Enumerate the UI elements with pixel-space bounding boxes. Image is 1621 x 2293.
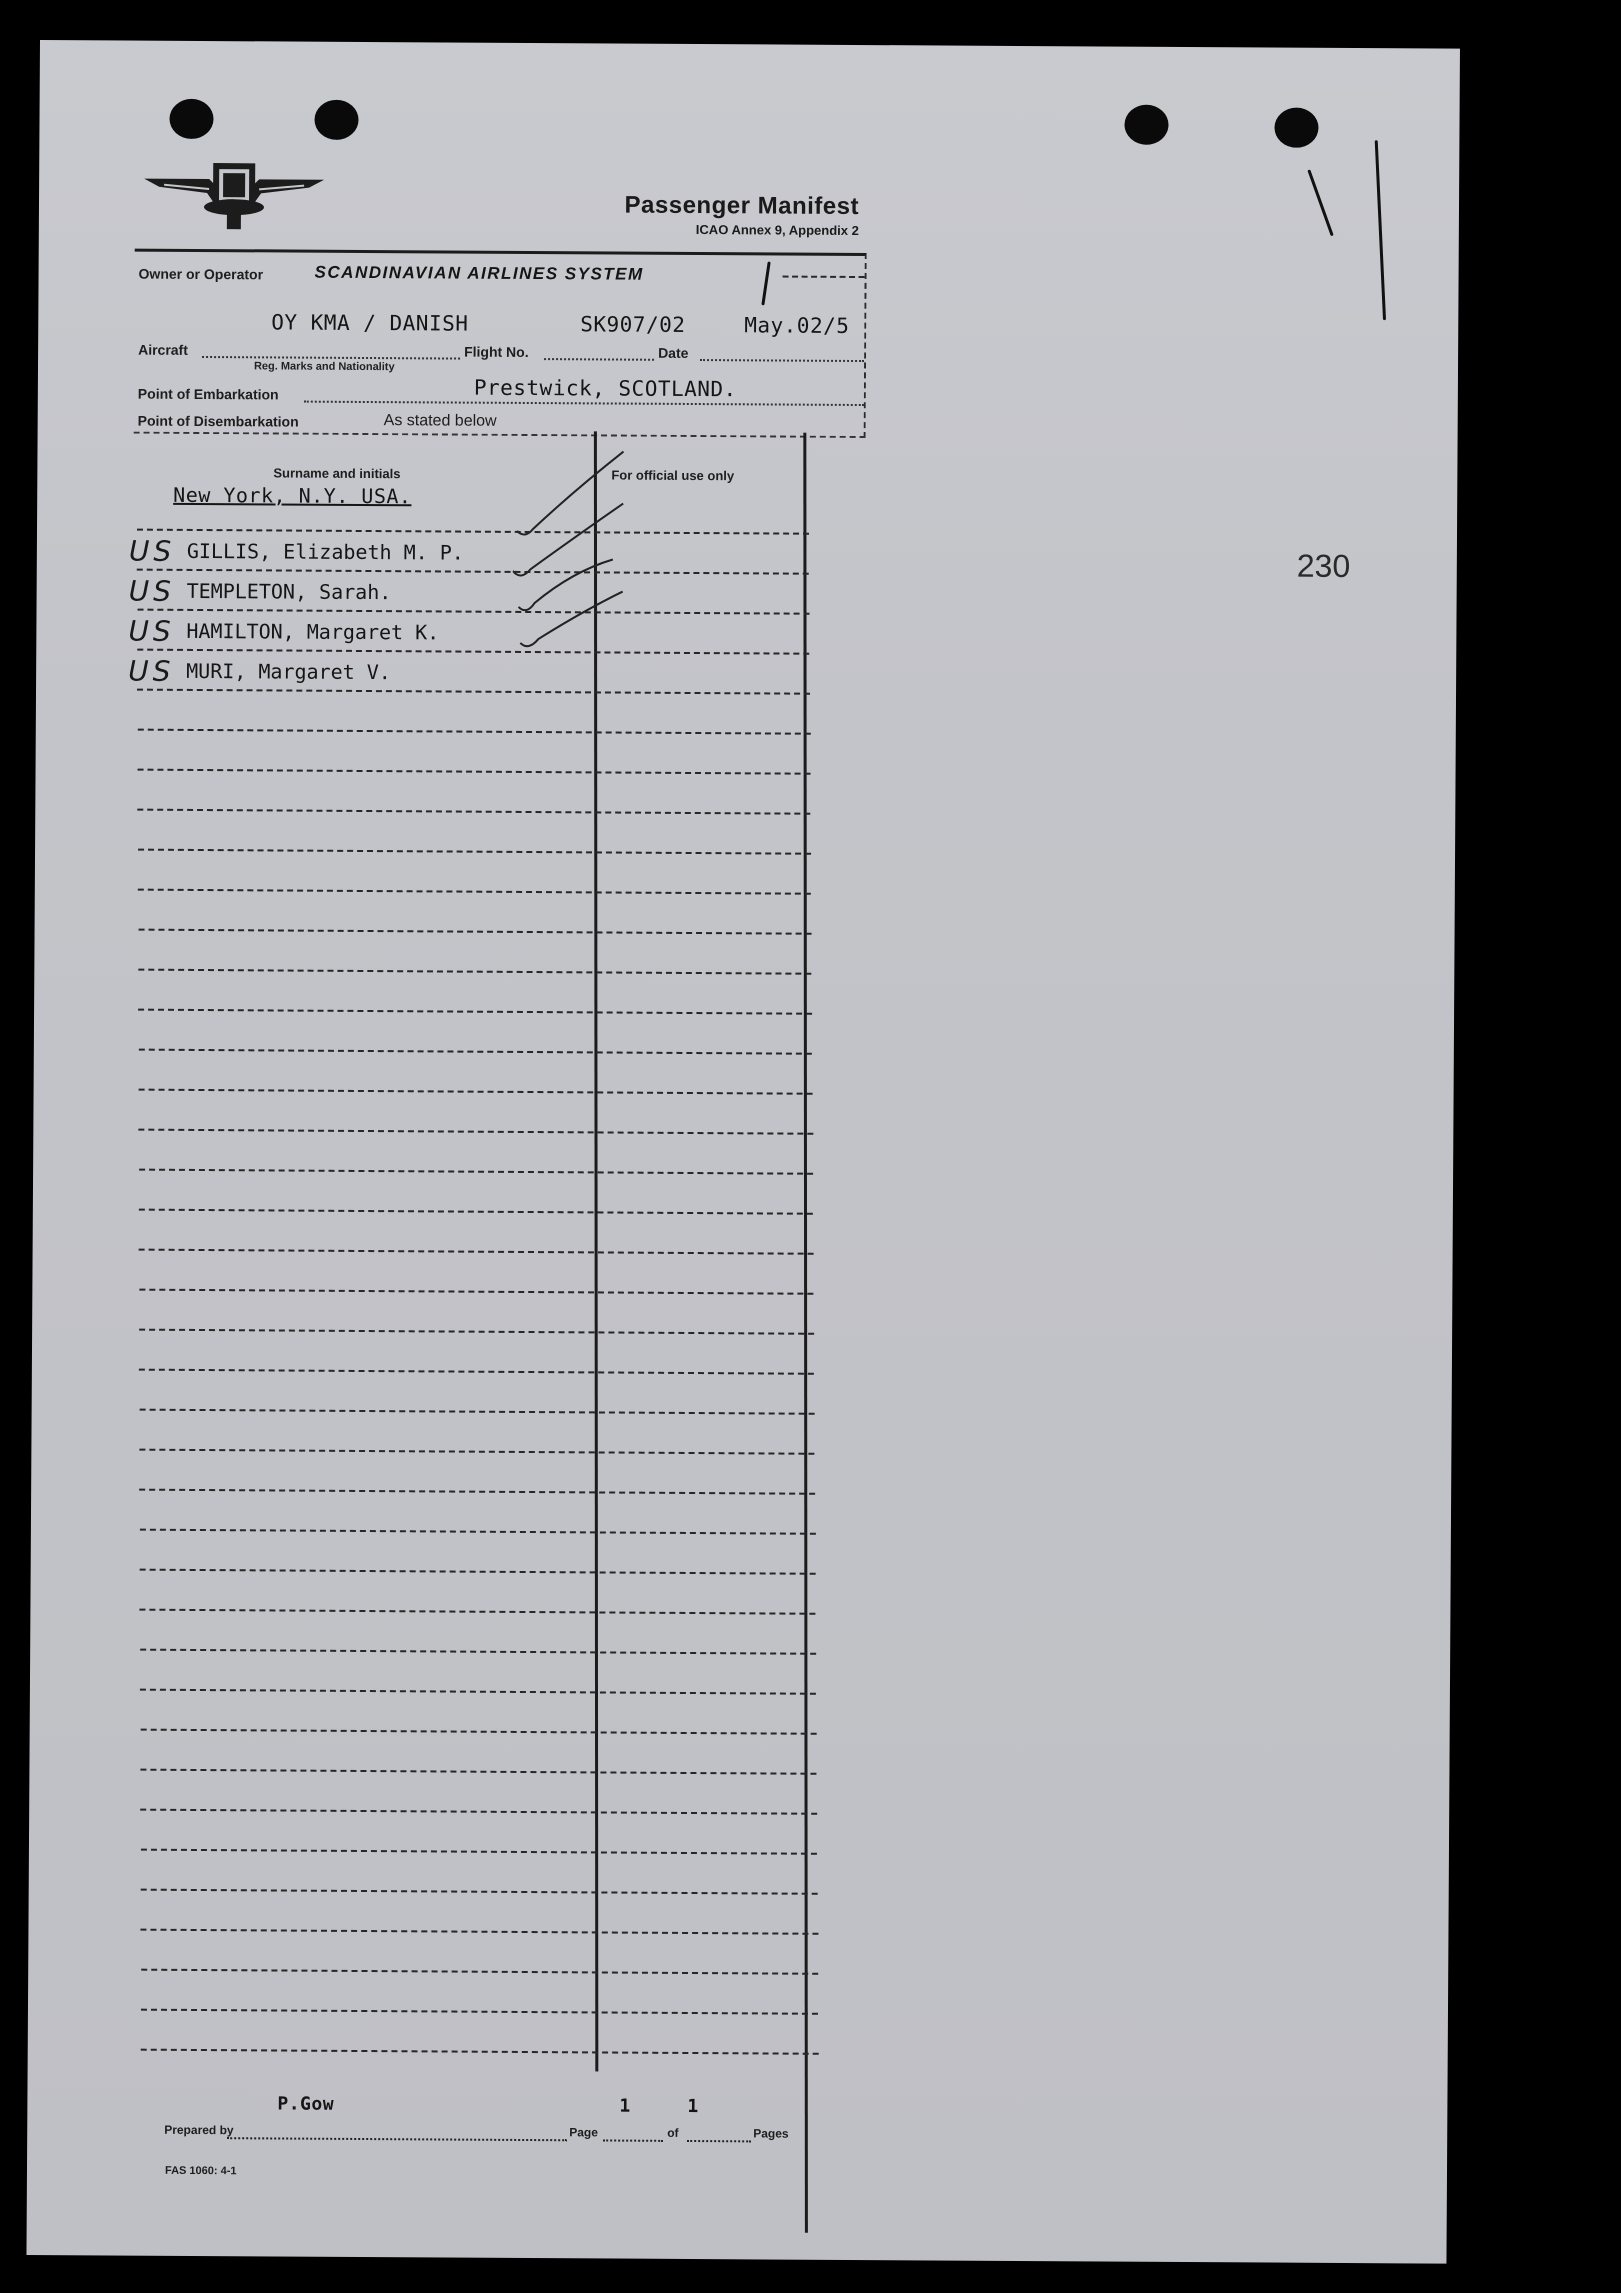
handwritten-page-number: 230 <box>1296 547 1351 585</box>
table-row <box>138 809 811 815</box>
table-row <box>141 2009 819 2015</box>
embarkation-value: Prestwick, SCOTLAND. <box>473 375 737 402</box>
table-row <box>139 1169 813 1175</box>
pen-stroke <box>1307 169 1333 236</box>
table-row <box>139 1329 814 1335</box>
table-row <box>140 1489 816 1495</box>
passenger-nationality: US <box>128 534 176 568</box>
punch-hole <box>169 99 213 139</box>
of-label: of <box>667 2125 679 2140</box>
punch-hole <box>1124 105 1168 145</box>
destination: New York, N.Y. USA. <box>173 482 412 509</box>
table-row <box>141 2049 819 2055</box>
form-title: Passenger Manifest <box>624 191 860 221</box>
prepared-by-label: Prepared by <box>164 2122 234 2138</box>
table-row <box>140 1649 816 1655</box>
passenger-name: TEMPLETON, Sarah. <box>186 578 392 605</box>
passenger-name: GILLIS, Elizabeth M. P. <box>186 538 464 565</box>
form-subtitle: ICAO Annex 9, Appendix 2 <box>695 222 859 239</box>
prepared-by-underline <box>227 2137 567 2141</box>
col-header-official: For official use only <box>611 467 735 484</box>
sas-logo-icon <box>139 161 329 242</box>
owner-value: SCANDINAVIAN AIRLINES SYSTEM <box>314 262 644 284</box>
table-row <box>139 1249 814 1255</box>
embarkation-underline <box>304 401 864 406</box>
owner-label: Owner or Operator <box>138 265 264 283</box>
table-row <box>140 1689 816 1695</box>
page-value: 1 <box>619 2095 631 2117</box>
pen-stroke <box>1375 140 1386 320</box>
table-row <box>138 1049 812 1055</box>
pen-stroke <box>761 261 770 305</box>
table-row <box>139 1369 814 1375</box>
table-row <box>140 1729 816 1735</box>
header-box <box>134 249 867 438</box>
table-row <box>139 1209 814 1215</box>
table-row <box>140 1529 816 1535</box>
passenger-nationality: US <box>128 574 176 608</box>
col-header-name: Surname and initials <box>273 465 401 482</box>
reg-marks-label: Reg. Marks and Nationality <box>253 360 395 374</box>
table-row <box>138 929 811 935</box>
passenger-nationality: US <box>128 654 175 688</box>
table-row <box>140 1809 817 1815</box>
date-value: May.02/5 <box>744 313 850 338</box>
table-row <box>141 1969 818 1975</box>
table-row <box>138 849 811 855</box>
page-underline <box>603 2139 663 2141</box>
date-underline <box>700 359 864 362</box>
flight-value: SK907/02 <box>580 312 686 337</box>
punch-hole <box>1274 108 1318 148</box>
table-row <box>140 1849 817 1855</box>
table-row <box>141 1889 818 1895</box>
table-row <box>138 1009 812 1015</box>
aircraft-underline <box>202 356 460 360</box>
passenger-name: HAMILTON, Margaret K. <box>186 618 440 645</box>
table-row <box>138 729 811 735</box>
date-label: Date <box>658 344 689 361</box>
form-id: FAS 1060: 4-1 <box>164 2164 237 2178</box>
disembarkation-value: As stated below <box>383 412 497 430</box>
table-row <box>138 769 811 775</box>
passenger-name: MURI, Margaret V. <box>186 658 391 685</box>
aircraft-value: OY KMA / DANISH <box>271 310 469 336</box>
disembarkation-label: Point of Disembarkation <box>137 412 299 430</box>
table-row <box>141 1929 818 1935</box>
table-row <box>140 1609 816 1615</box>
flight-underline <box>544 358 654 361</box>
page-label: Page <box>569 2125 598 2140</box>
passenger-nationality: US <box>128 614 175 648</box>
flight-label: Flight No. <box>464 343 529 360</box>
form-title-block <box>599 191 859 238</box>
table-row <box>139 1409 814 1415</box>
table-row <box>139 1129 813 1135</box>
separator <box>783 276 865 279</box>
table-row <box>138 889 811 895</box>
embarkation-label: Point of Embarkation <box>137 385 279 403</box>
table-row <box>140 1569 816 1575</box>
passenger-table <box>123 429 893 2134</box>
table-row <box>138 1089 812 1095</box>
of-underline <box>687 2140 751 2142</box>
manifest-sheet <box>26 40 1460 2264</box>
pages-label: Pages <box>753 2126 789 2141</box>
table-row <box>139 1289 814 1295</box>
table-row <box>139 1449 814 1455</box>
table-row <box>140 1769 817 1775</box>
table-row <box>138 969 812 975</box>
aircraft-label: Aircraft <box>138 341 188 358</box>
prepared-by-value: P.Gow <box>277 2093 335 2115</box>
punch-hole <box>314 100 358 140</box>
pages-value: 1 <box>687 2095 699 2118</box>
